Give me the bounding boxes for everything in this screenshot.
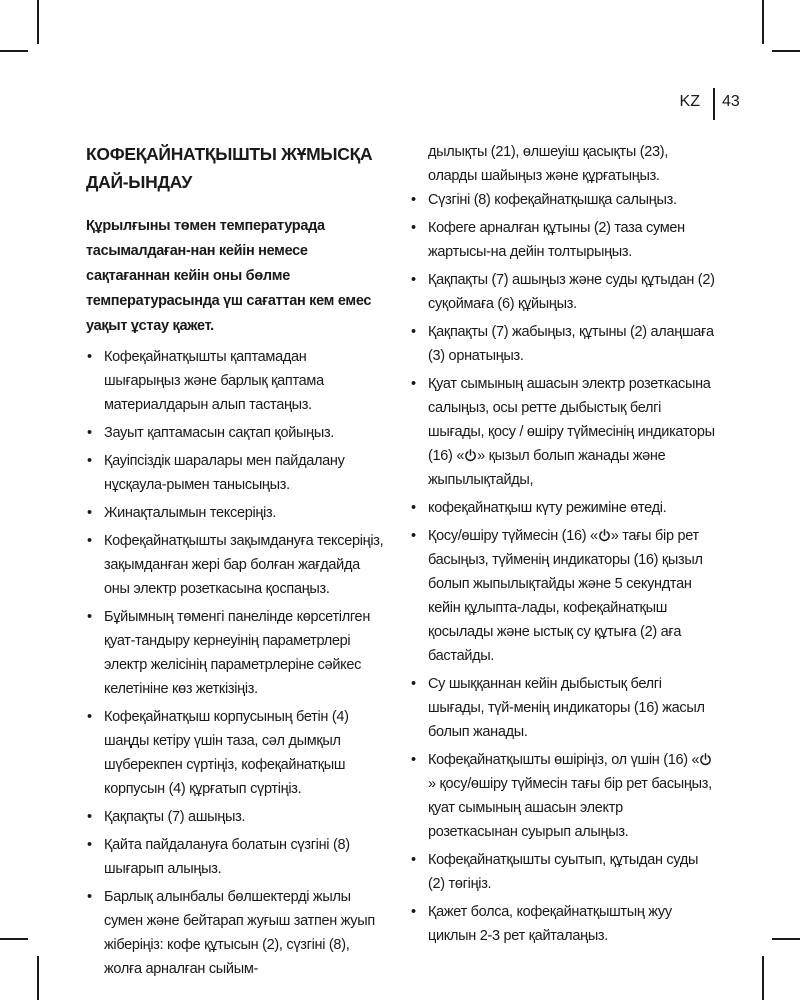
list-item-text: Су шыққаннан кейін дыбыстық белгі шығады, түй-менің индикаторы (16) жасыл болып жанады. <box>428 676 705 740</box>
page-header <box>0 88 800 128</box>
bullet-icon: • <box>87 809 92 825</box>
bullet-icon: • <box>87 453 92 469</box>
instruction-list-left <box>86 345 386 981</box>
bullet-icon: • <box>411 220 416 236</box>
list-item <box>86 833 386 881</box>
bullet-icon: • <box>411 752 416 768</box>
bullet-icon: • <box>87 609 92 625</box>
list-item <box>86 345 386 417</box>
crop-mark <box>772 50 800 52</box>
header-divider <box>713 88 715 120</box>
list-item <box>410 216 715 264</box>
list-item <box>86 805 386 829</box>
crop-mark <box>0 50 28 52</box>
language-code: KZ <box>679 93 700 110</box>
list-item <box>86 705 386 801</box>
crop-mark <box>762 0 764 44</box>
list-item-text-after: » тағы бір рет басыңыз, түйменің индикаторы (16) қызыл болып жыпылықтайды және 5 секундтан кейін құлыпта-лады, кофеқайнатқыш қосылады және ыстық су құтыға (2) аға бастайды. <box>428 528 703 664</box>
list-item-text: Кофеқайнатқыш корпусының бетін (4) шаңды кетіру үшін таза, сәл дымқыл шүберекпен сүртіңіз, кофеқайнатқыш корпусын (4) құрғатып сүртіңіз. <box>104 709 349 797</box>
list-item-text: Қауіпсіздік шаралары мен пайдалану нұсқаула-рымен танысыңыз. <box>104 453 345 493</box>
page-number: 43 <box>722 93 740 110</box>
list-item-text: Қосу/өшіру түймесін (16) « <box>428 528 598 544</box>
list-item-text: Кофеқайнатқышты зақымдануға тексеріңіз, зақымданған жері бар болған жағдайда оны электр розеткасына қоспаңыз. <box>104 533 384 597</box>
crop-mark <box>0 938 28 940</box>
crop-mark <box>772 938 800 940</box>
list-item <box>410 268 715 316</box>
power-icon <box>598 529 611 542</box>
bullet-icon: • <box>87 425 92 441</box>
list-item <box>86 885 386 981</box>
power-icon <box>464 449 477 462</box>
list-item-text: Кофеқайнатқышты суытып, құтыдан суды (2) төгіңіз. <box>428 852 699 892</box>
list-item <box>410 524 715 668</box>
bullet-icon: • <box>87 837 92 853</box>
list-item <box>410 372 715 492</box>
list-item <box>86 529 386 601</box>
list-item <box>410 748 715 844</box>
bullet-icon: • <box>87 349 92 365</box>
bullet-icon: • <box>411 904 416 920</box>
list-item <box>410 320 715 368</box>
bullet-icon: • <box>411 192 416 208</box>
list-item-text: Зауыт қаптамасын сақтап қойыңыз. <box>104 425 335 441</box>
list-item <box>410 900 715 948</box>
list-item-text: Қақпақты (7) жабыңыз, құтыны (2) алаңшаға (3) орнатыңыз. <box>428 324 714 364</box>
bullet-icon: • <box>87 889 92 905</box>
bullet-icon: • <box>411 272 416 288</box>
list-item-text: Бұйымның төменгі панелінде көрсетілген қуат-тандыру кернеуінің параметрлері электр желісінің параметрлеріне сәйкес келетініне көз жеткізіңіз. <box>104 609 371 697</box>
list-item <box>86 501 386 525</box>
bullet-icon: • <box>87 533 92 549</box>
list-item-text: Жинақталымын тексеріңіз. <box>104 505 277 521</box>
list-item-text: Сүзгіні (8) кофеқайнатқышқа салыңыз. <box>428 192 677 208</box>
list-item <box>86 605 386 701</box>
power-icon <box>699 753 712 766</box>
bullet-icon: • <box>411 676 416 692</box>
list-item <box>86 421 386 445</box>
list-item-text: Барлық алынбалы бөлшектерді жылы сумен және бейтарап жуғыш затпен жуып жіберіңіз: кофе құтысын (2), сүзгіні (8), жолға арналған сыйым- <box>104 889 375 977</box>
bullet-icon: • <box>411 376 416 392</box>
bullet-icon: • <box>411 852 416 868</box>
crop-mark <box>762 956 764 1000</box>
bullet-icon: • <box>87 709 92 725</box>
list-item <box>86 449 386 497</box>
list-item <box>410 848 715 896</box>
bullet-icon: • <box>87 505 92 521</box>
list-item-text: Кофеқайнатқышты өшіріңіз, ол үшін (16) « <box>428 752 700 768</box>
list-item-text: Қайта пайдалануға болатын сүзгіні (8) шығарып алыңыз. <box>104 837 350 877</box>
list-item <box>410 496 715 520</box>
section-title: КОФЕҚАЙНАТҚЫШТЫ ЖҰМЫСҚА ДАЙ-ЫНДАУ <box>86 144 373 192</box>
intro-paragraph: Құрылғыны төмен температурада тасымалдаған-нан кейін немесе сақтағаннан кейін оны бөлме температурасында үш сағаттан кем емес уақыт ұстау қажет. <box>86 218 372 334</box>
list-item-text: кофеқайнатқыш күту режиміне өтеді. <box>428 500 667 516</box>
bullet-icon: • <box>411 528 416 544</box>
continued-text: дылықты (21), өлшеуіш қасықты (23), оларды шайыңыз және құрғатыңыз. <box>428 144 669 184</box>
right-column <box>410 140 715 952</box>
list-item-text-after: » қосу/өшіру түймесін тағы бір рет басыңыз, қуат сымының ашасын электр розеткасынан суырып алыңыз. <box>428 776 712 840</box>
crop-mark <box>37 956 39 1000</box>
left-column <box>86 140 386 985</box>
instruction-list-right <box>410 188 715 948</box>
list-item <box>410 672 715 744</box>
bullet-icon: • <box>411 324 416 340</box>
list-item-text: Қақпақты (7) ашыңыз және суды құтыдан (2) суқоймаға (6) құйыңыз. <box>428 272 715 312</box>
list-item-text: Кофеге арналған құтыны (2) таза сумен жартысы-на дейін толтырыңыз. <box>428 220 685 260</box>
list-item-text: Қажет болса, кофеқайнатқыштың жуу циклын 2-3 рет қайталаңыз. <box>428 904 672 944</box>
list-item-text: Қуат сымының ашасын электр розеткасына салыңыз, осы ретте дыбыстық белгі шығады, қосу / өшіру түймесінің индикаторы (16) « <box>428 376 715 464</box>
list-item-text-after: » қызыл болып жанады және жыпылықтайды, <box>428 448 666 488</box>
list-item-text: Кофеқайнатқышты қаптамадан шығарыңыз және барлық қаптама материалдарын алып тастаңыз. <box>104 349 324 413</box>
crop-mark <box>37 0 39 44</box>
list-item-text: Қақпақты (7) ашыңыз. <box>104 809 246 825</box>
list-item <box>410 188 715 212</box>
bullet-icon: • <box>411 500 416 516</box>
